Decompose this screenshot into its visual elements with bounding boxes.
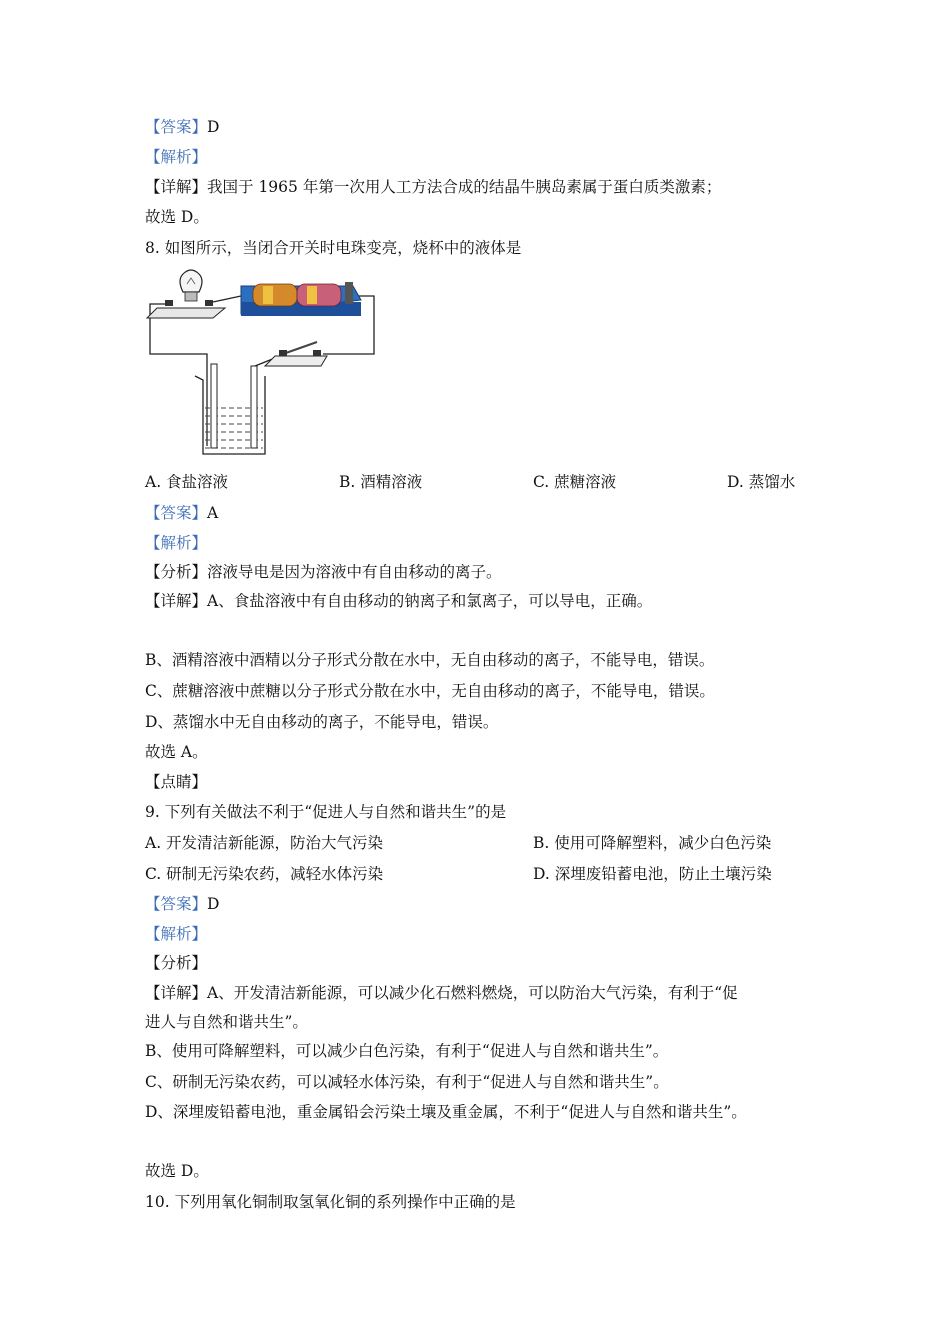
beaker-icon [195,364,265,454]
q9-detail-b: B、使用可降解塑料，可以减少白色污染，有利于“促进人与自然和谐共生”。 [145,1042,669,1060]
q8-detail-a: 【详解】A、食盐溶液中有自由移动的钠离子和氯离子，可以导电，正确。 [145,592,653,610]
q9-option-a: A. 开发清洁新能源，防治大气污染 [145,834,384,852]
q8-option-d: D. 蒸馏水 [727,473,796,491]
q8-analysis: 【解析】 [145,534,208,552]
q9-option-b: B. 使用可降解塑料，减少白色污染 [533,834,772,852]
q7-detail: 【详解】我国于 1965 年第一次用人工方法合成的结晶牛胰岛素属于蛋白质类激素； [145,178,722,196]
q9-analysis: 【解析】 [145,925,208,943]
q7-conclusion: 故选 D。 [145,208,209,226]
q9-detail-a: 【详解】A、开发清洁新能源，可以减少化石燃料燃烧，可以防治大气污染，有利于“促 [145,984,738,1002]
q9-conclusion: 故选 D。 [145,1162,209,1180]
q9-fenxi: 【分析】 [145,954,208,972]
q8-option-c: C. 蔗糖溶液 [533,473,617,491]
q9-option-c: C. 研制无污染农药，减轻水体污染 [145,865,384,883]
q9-answer: 【答案】D [145,895,220,913]
wire-bulb-battery [213,296,241,302]
q8-option-b: B. 酒精溶液 [339,473,423,491]
battery-icon [241,282,361,316]
q8-dianjing: 【点睛】 [145,773,208,791]
q8-conclusion: 故选 A。 [145,743,208,761]
q9-stem: 9. 下列有关做法不利于“促进人与自然和谐共生”的是 [145,803,507,821]
q9-detail-a-cont: 进人与自然和谐共生”。 [145,1013,308,1031]
q8-fenxi: 【分析】溶液导电是因为溶液中有自由移动的离子。 [145,563,502,581]
q8-answer: 【答案】A [145,504,219,522]
q9-detail-d: D、深埋废铅蓄电池，重金属铅会污染土壤及重金属，不利于“促进人与自然和谐共生”。 [145,1103,747,1121]
q10-stem: 10. 下列用氧化铜制取氢氧化铜的系列操作中正确的是 [145,1193,516,1211]
q7-answer: 【答案】D [145,118,220,136]
q8-option-a: A. 食盐溶液 [145,473,229,491]
q7-analysis: 【解析】 [145,148,208,166]
q9-option-d: D. 深埋废铅蓄电池，防止土壤污染 [533,865,772,883]
bulb-icon [147,270,225,318]
circuit-figure [145,266,385,462]
q8-detail-d: D、蒸馏水中无自由移动的离子，不能导电，错误。 [145,713,499,731]
q8-detail-c: C、蔗糖溶液中蔗糖以分子形式分散在水中，无自由移动的离子，不能导电，错误。 [145,682,715,700]
wire-left [150,304,207,446]
q8-stem: 8. 如图所示，当闭合开关时电珠变亮，烧杯中的液体是 [145,239,522,257]
switch-icon [265,342,327,366]
q9-detail-c: C、研制无污染农药，可以减轻水体污染，有利于“促进人与自然和谐共生”。 [145,1073,669,1091]
q8-detail-b: B、酒精溶液中酒精以分子形式分散在水中，无自由移动的离子，不能导电，错误。 [145,651,715,669]
